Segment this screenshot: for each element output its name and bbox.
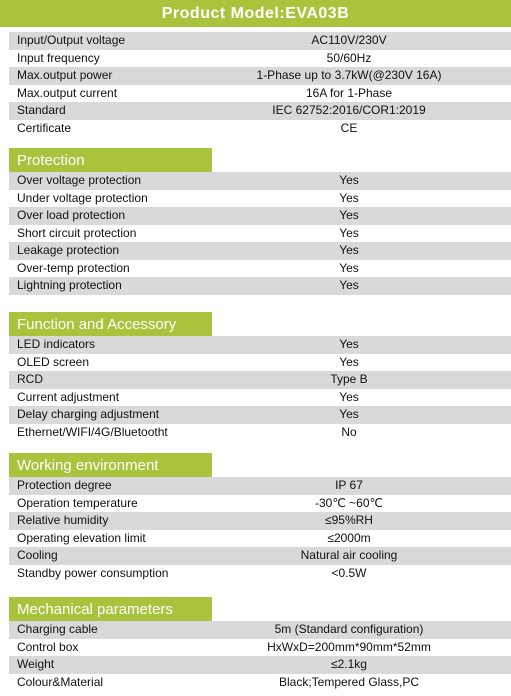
spec-row — [9, 225, 511, 243]
spec-label: RCD — [17, 372, 43, 386]
spec-value: Yes — [339, 173, 359, 187]
spec-value: ≤2000m — [327, 530, 371, 545]
spec-label: Max.output current — [17, 85, 118, 100]
spec-label: Current adjustment — [17, 389, 120, 404]
spec-row — [9, 371, 511, 389]
spec-row — [9, 172, 511, 190]
spec-row — [9, 389, 511, 407]
spec-row — [9, 50, 511, 68]
spec-value: IEC 62752:2016/COR1:2019 — [272, 103, 426, 117]
spec-value: ≤2.1kg — [331, 657, 367, 671]
spec-label: Over load protection — [17, 208, 126, 222]
spec-row — [9, 260, 511, 278]
spec-label: Protection degree — [17, 478, 112, 492]
spec-label: Control box — [17, 639, 79, 654]
section-heading: Protection — [9, 148, 212, 173]
spec-value: Yes — [339, 243, 359, 257]
spec-row — [9, 424, 511, 442]
spec-value: <0.5W — [331, 565, 367, 580]
spec-label: Leakage protection — [17, 243, 120, 257]
spec-value: Black;Tempered Glass,PC — [278, 674, 420, 689]
spec-label: Standby power consumption — [17, 565, 169, 580]
spec-label: Ethernet/WIFI/4G/Bluetootht — [17, 424, 168, 439]
spec-label: Input/Output voltage — [17, 33, 126, 47]
spec-value: 5m (Standard configuration) — [274, 622, 424, 636]
spec-row — [9, 530, 511, 548]
spec-label: Operating elevation limit — [17, 530, 146, 545]
spec-value: -30℃ ~60℃ — [315, 495, 383, 510]
spec-row — [9, 512, 511, 530]
spec-row — [9, 674, 511, 692]
spec-label: Relative humidity — [17, 513, 109, 527]
spec-row — [9, 336, 511, 354]
spec-label: Certificate — [17, 120, 72, 135]
spec-value: Yes — [339, 190, 359, 205]
spec-value: ≤95%RH — [325, 513, 373, 527]
spec-label: Cooling — [17, 548, 58, 562]
spec-row — [9, 207, 511, 225]
spec-label: Short circuit protection — [17, 225, 137, 240]
spec-value: Yes — [339, 389, 359, 404]
spec-label: Lightning protection — [17, 278, 122, 292]
section-heading: Mechanical parameters — [9, 597, 212, 622]
spec-label: Over-temp protection — [17, 260, 130, 275]
spec-label: Under voltage protection — [17, 190, 148, 205]
spec-value: Yes — [339, 407, 359, 421]
spec-value: Yes — [339, 260, 359, 275]
spec-row — [9, 621, 511, 639]
spec-value: Natural air cooling — [300, 548, 398, 562]
spec-row — [9, 406, 511, 424]
spec-label: Input frequency — [17, 50, 100, 65]
spec-value: 50/60Hz — [326, 50, 372, 65]
spec-row — [9, 656, 511, 674]
spec-row — [9, 495, 511, 513]
spec-label: Weight — [17, 657, 55, 671]
spec-row — [9, 354, 511, 372]
spec-label: Standard — [17, 103, 66, 117]
spec-value: 16A for 1-Phase — [305, 85, 393, 100]
spec-row — [9, 477, 511, 495]
spec-row — [9, 85, 511, 103]
spec-value: Yes — [339, 278, 359, 292]
spec-label: Charging cable — [17, 622, 98, 636]
spec-value: Type B — [330, 372, 368, 386]
spec-label: Over voltage protection — [17, 173, 142, 187]
spec-label: Delay charging adjustment — [17, 407, 160, 421]
spec-value: CE — [340, 120, 358, 135]
spec-row — [9, 547, 511, 565]
spec-value: Yes — [339, 208, 359, 222]
spec-value: Yes — [339, 354, 359, 369]
spec-value: Yes — [339, 225, 359, 240]
spec-row — [9, 565, 511, 583]
spec-row — [9, 639, 511, 657]
spec-row — [9, 120, 511, 138]
spec-value: AC110V/230V — [311, 33, 387, 47]
spec-row — [9, 32, 511, 50]
product-title: Product Model:EVA03B — [0, 0, 511, 27]
spec-row — [9, 67, 511, 85]
spec-row — [9, 277, 511, 295]
spec-value: 1-Phase up to 3.7kW(@230V 16A) — [256, 68, 442, 82]
section-heading: Working environment — [9, 453, 212, 478]
spec-label: LED indicators — [17, 337, 96, 351]
spec-value: IP 67 — [335, 478, 363, 492]
spec-value: HxWxD=200mm*90mm*52mm — [267, 639, 431, 654]
spec-value: Yes — [339, 337, 359, 351]
spec-label: OLED screen — [17, 354, 90, 369]
spec-label: Max.output power — [17, 68, 113, 82]
spec-label: Operation temperature — [17, 495, 138, 510]
spec-row — [9, 102, 511, 120]
spec-value: No — [341, 424, 357, 439]
spec-label: Colour&Material — [17, 674, 104, 689]
spec-row — [9, 242, 511, 260]
spec-row — [9, 190, 511, 208]
section-heading: Function and Accessory — [9, 312, 212, 337]
